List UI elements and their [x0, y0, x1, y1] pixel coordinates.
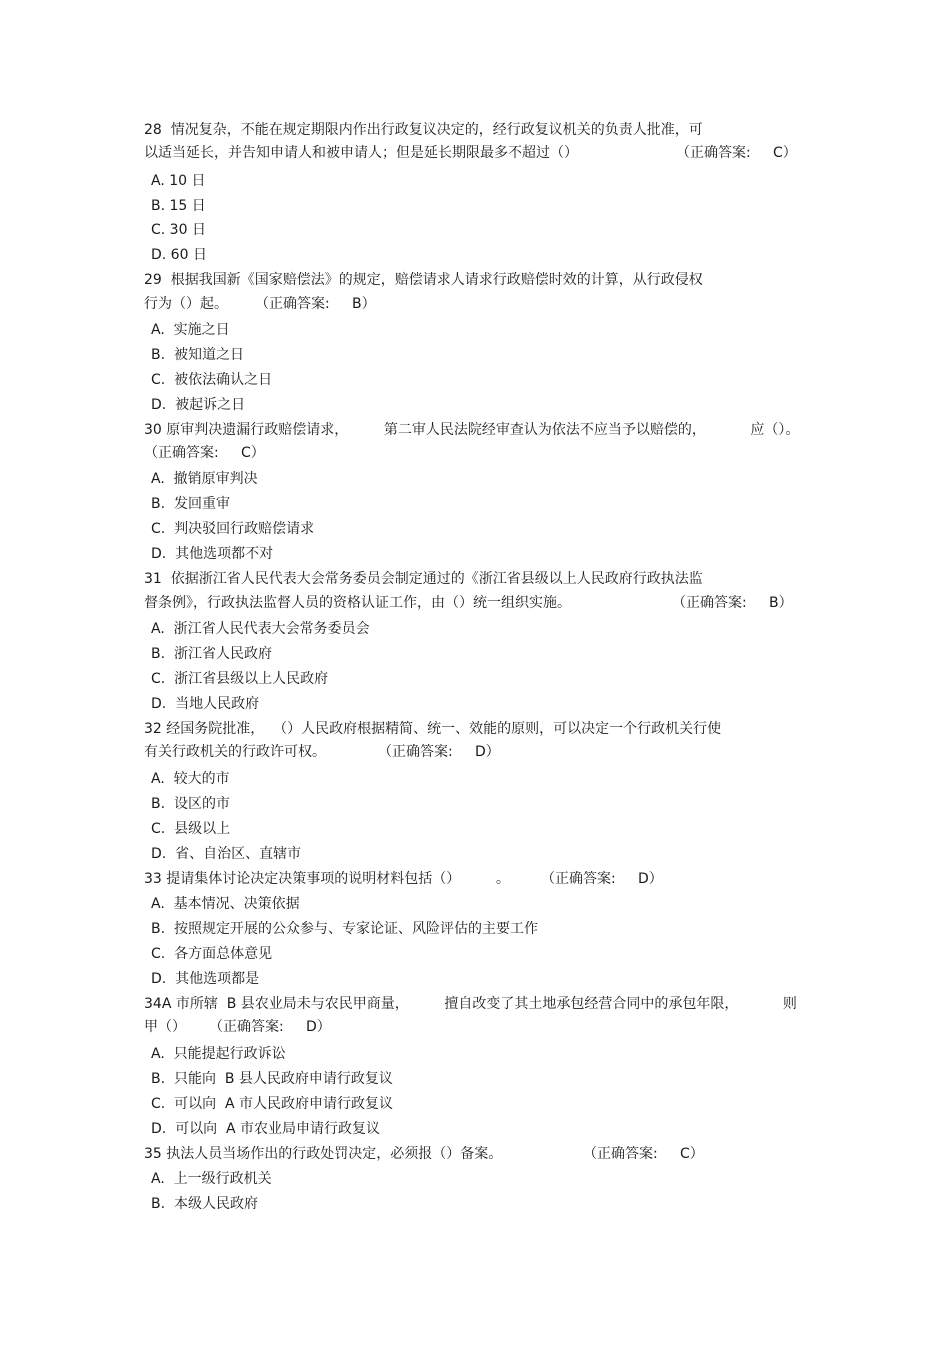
- question-33-option-b: B. 按照规定开展的公众参与、专家论证、风险评估的主要工作: [151, 921, 538, 937]
- question-34-option-d: D. 可以向 A 市农业局申请行政复议: [151, 1121, 381, 1137]
- question-32-answer: （正确答案: D）: [378, 744, 500, 760]
- question-31-answer: （正确答案: B）: [672, 595, 793, 611]
- question-29-line-2: 行为（）起。: [144, 296, 228, 312]
- question-30-option-a: A. 撤销原审判决: [151, 471, 258, 487]
- question-34-option-b: B. 只能向 B 县人民政府申请行政复议: [151, 1071, 393, 1087]
- question-30-answer: （正确答案: C）: [144, 445, 265, 461]
- question-28-answer: （正确答案: C）: [676, 145, 797, 161]
- question-33-answer: （正确答案: D）: [541, 871, 663, 887]
- question-32-option-b: B. 设区的市: [151, 796, 230, 812]
- question-32-option-c: C. 县级以上: [151, 821, 231, 837]
- question-29-line-1: 29 根据我国新《国家赔偿法》的规定，赔偿请求人请求行政赔偿时效的计算，从行政侵权: [144, 272, 703, 288]
- question-34-option-c: C. 可以向 A 市人民政府申请行政复议: [151, 1096, 394, 1112]
- question-28-line-1: 28 情况复杂，不能在规定期限内作出行政复议决定的，经行政复议机关的负责人批准，可: [144, 122, 703, 138]
- question-34-answer: （正确答案: D）: [209, 1019, 331, 1035]
- question-35-option-a: A. 上一级行政机关: [151, 1171, 272, 1187]
- question-35-line-1: 35 执法人员当场作出的行政处罚决定，必须报（）备案。: [144, 1146, 503, 1162]
- question-32-option-d: D. 省、自治区、直辖市: [151, 846, 302, 862]
- question-30-option-b: B. 发回重审: [151, 496, 230, 512]
- question-31-line-2: 督条例》，行政执法监督人员的资格认证工作，由（）统一组织实施。: [144, 595, 571, 611]
- question-28-option-c: C. 30 日: [151, 222, 206, 238]
- question-30-option-d: D. 其他选项都不对: [151, 546, 274, 562]
- question-31-option-a: A. 浙江省人民代表大会常务委员会: [151, 621, 370, 637]
- question-33-option-a: A. 基本情况、决策依据: [151, 896, 300, 912]
- question-28-option-a: A. 10 日: [151, 173, 206, 189]
- question-35-answer: （正确答案: C）: [583, 1146, 704, 1162]
- question-32-option-a: A. 较大的市: [151, 771, 230, 787]
- question-32-line-2: 有关行政机关的行政许可权。: [144, 744, 326, 760]
- question-28-option-b: B. 15 日: [151, 198, 206, 214]
- question-29-option-a: A. 实施之日: [151, 322, 230, 338]
- question-35-option-b: B. 本级人民政府: [151, 1196, 258, 1212]
- question-30-option-c: C. 判决驳回行政赔偿请求: [151, 521, 315, 537]
- question-33-line-1: 33 提请集体讨论决定决策事项的说明材料包括（） 。: [144, 871, 510, 887]
- question-34-line-1: 34A 市所辖 B 县农业局未与农民甲商量， 擅自改变了其土地承包经营合同中的承包年限， 则: [144, 996, 797, 1012]
- question-30-line-1: 30 原审判决遗漏行政赔偿请求， 第二审人民法院经审查认为依法不应当予以赔偿的， 应（）。: [144, 422, 800, 438]
- question-28-line-2: 以适当延长，并告知申请人和被申请人；但是延长期限最多不超过（）: [144, 145, 578, 161]
- question-31-option-c: C. 浙江省县级以上人民政府: [151, 671, 329, 687]
- question-31-option-b: B. 浙江省人民政府: [151, 646, 272, 662]
- question-29-answer: （正确答案: B）: [255, 296, 376, 312]
- question-29-option-c: C. 被依法确认之日: [151, 372, 273, 388]
- question-31-line-1: 31 依据浙江省人民代表大会常务委员会制定通过的《浙江省县级以上人民政府行政执法监: [144, 571, 703, 587]
- question-31-option-d: D. 当地人民政府: [151, 696, 260, 712]
- question-29-option-d: D. 被起诉之日: [151, 397, 246, 413]
- question-34-line-2: 甲（）: [144, 1019, 186, 1035]
- question-33-option-c: C. 各方面总体意见: [151, 946, 273, 962]
- question-29-option-b: B. 被知道之日: [151, 347, 244, 363]
- question-33-option-d: D. 其他选项都是: [151, 971, 260, 987]
- question-28-option-d: D. 60 日: [151, 247, 207, 263]
- question-34-option-a: A. 只能提起行政诉讼: [151, 1046, 286, 1062]
- question-32-line-1: 32 经国务院批准， （）人民政府根据精简、统一、效能的原则，可以决定一个行政机关行使: [144, 721, 722, 737]
